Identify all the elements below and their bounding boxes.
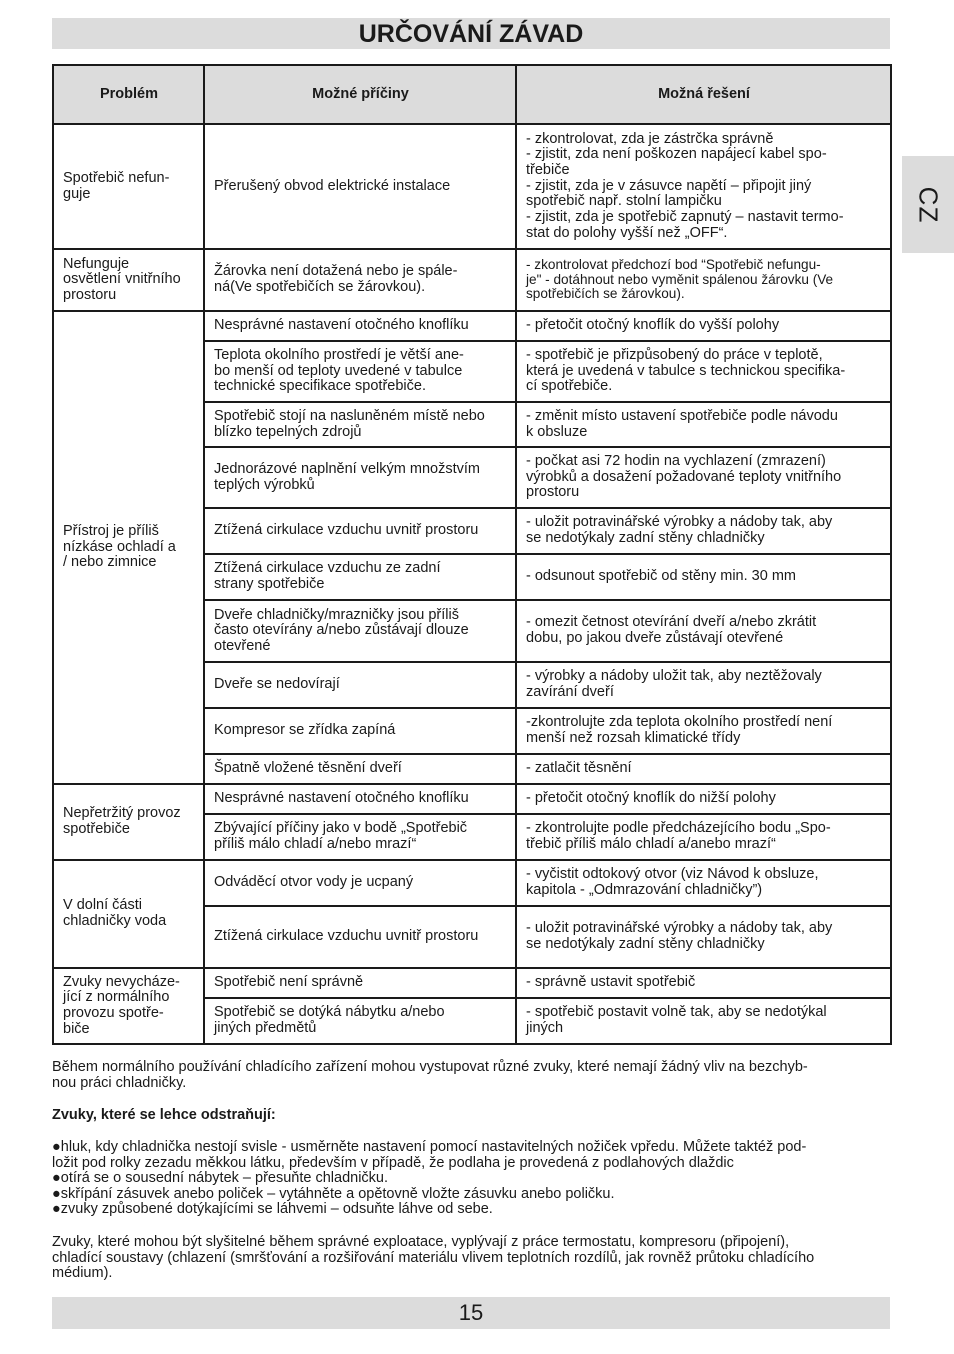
cause-cell: Spotřebič stojí na nasluněném místě nebo blízko tepelných zdrojů	[204, 402, 516, 447]
solution-cell: - správně ustavit spotřebič	[516, 968, 891, 998]
problem-cell: Nepřetržitý provoz spotřebiče	[53, 784, 204, 860]
cause-cell: Jednorázové naplnění velkým množstvím teplých výrobků	[204, 447, 516, 508]
cause-cell: Odváděcí otvor vody je ucpaný	[204, 860, 516, 906]
solution-cell: - spotřebič je přizpůsobený do práce v teplotě, která je uvedená v tabulce s technickou specifika- cí spotřebiče.	[516, 341, 891, 402]
solution-cell: - změnit místo ustavení spotřebiče podle návodu k obsluze	[516, 402, 891, 447]
solution-cell: - spotřebič postavit volně tak, aby se nedotýkal jiných	[516, 998, 891, 1044]
language-tab	[902, 156, 954, 253]
cause-cell: Přerušený obvod elektrické instalace	[204, 124, 516, 249]
solution-cell: - zatlačit těsnění	[516, 754, 891, 784]
bullet-items: ●hluk, kdy chladnička nestojí svisle - usměrněte nastavení pomocí nastavitelných nožiček vpředu. Můžete taktéž pod- ložit pod rolky zezadu měkkou látku, především v případě, že podlaha je provedená z podlahových dlaždic ●otírá se o sousední nábytek – přesuňte chladničku. ●skřípání zásuvek anebo poliček – vytáhněte a opětovně vložte zásuvku anebo poličku. ●zvuky způsobené dotýkajícími se láhvemi – odsuňte láhve od sebe.	[52, 1139, 807, 1218]
solution-cell: - vyčistit odtokový otvor (viz Návod k obsluze, kapitola - „Odmrazování chladničky”)	[516, 860, 891, 906]
section-heading: Zvuky, které se lehce odstraňují:	[52, 1107, 276, 1123]
solution-cell: - odsunout spotřebič od stěny min. 30 mm	[516, 554, 891, 600]
header-problem: Problém	[53, 65, 204, 124]
solution-cell: - počkat asi 72 hodin na vychlazení (zmrazení) výrobků a dosažení požadované teploty vnitřního prostoru	[516, 447, 891, 508]
problem-cell: Spotřebič nefun- guje	[53, 124, 204, 249]
closing-paragraph	[52, 1235, 892, 1282]
solution-cell: - výrobky a nádoby uložit tak, aby neztěžovaly zavírání dveří	[516, 662, 891, 708]
intro-text: Během normálního používání chladícího zařízení mohou vystupovat různé zvuky, které nemají žádný vliv na bezchyb- nou práci chladničky.	[52, 1059, 808, 1091]
problem-cell: Přístroj je příliš nízkáse ochladí a / nebo zimnice	[53, 311, 204, 784]
intro-paragraph	[52, 1060, 892, 1091]
cause-cell: Ztížená cirkulace vzduchu uvnitř prostoru	[204, 906, 516, 968]
page-number: 15	[52, 1297, 890, 1329]
cause-cell: Kompresor se zřídka zapíná	[204, 708, 516, 754]
language-tab-label: CZ	[913, 186, 944, 223]
header-solutions: Možná řešení	[516, 65, 891, 124]
solution-cell: - přetočit otočný knoflík do vyšší polohy	[516, 311, 891, 341]
cause-cell: Spotřebič se dotýká nábytku a/nebo jiných předmětů	[204, 998, 516, 1044]
section-heading-block	[52, 1108, 892, 1124]
solution-cell: - zkontrolovat předchozí bod “Spotřebič nefungu- je" - dotáhnout nebo vyměnit spálenou žárovku (Ve spotřebičích se žárovkou).	[516, 249, 891, 311]
cause-cell: Spotřebič není správně	[204, 968, 516, 998]
solution-cell: - přetočit otočný knoflík do nižší polohy	[516, 784, 891, 814]
cause-cell: Špatně vložené těsnění dveří	[204, 754, 516, 784]
solution-cell: - zkontrolujte podle předcházejícího bodu „Spo- třebič příliš málo chladí a/anebo mrazí“	[516, 814, 891, 860]
table-row	[53, 860, 891, 906]
closing-text: Zvuky, které mohou být slyšitelné během správné exploatace, vyplývají z práce termostatu, kompresoru (připojení), chladící soustavy (chlazení (smršťování a rozšiřování materiálu vlivem teplotních rozdílů, jak rovněž průtoku chladícího médium).	[52, 1234, 815, 1282]
cause-cell: Nesprávné nastavení otočného knoflíku	[204, 311, 516, 341]
cause-cell: Zbývající příčiny jako v bodě „Spotřebič příliš málo chladí a/nebo mrazí“	[204, 814, 516, 860]
table-row	[53, 784, 891, 814]
table-row	[53, 124, 891, 249]
solution-cell: - uložit potravinářské výrobky a nádoby tak, aby se nedotýkaly zadní stěny chladničky	[516, 906, 891, 968]
solution-cell: -zkontrolujte zda teplota okolního prostředí není menší než rozsah klimatické třídy	[516, 708, 891, 754]
troubleshooting-table	[52, 64, 892, 1045]
cause-cell: Teplota okolního prostředí je větší ane- bo menší od teploty uvedené v tabulce technické specifikace spotřebiče.	[204, 341, 516, 402]
cause-cell: Dveře chladničky/mrazničky jsou příliš často otevírány a/nebo zůstávají dlouze otevřené	[204, 600, 516, 662]
bullet-list	[52, 1140, 892, 1218]
table-row	[53, 311, 891, 341]
header-causes: Možné příčiny	[204, 65, 516, 124]
cause-cell: Ztížená cirkulace vzduchu uvnitř prostoru	[204, 508, 516, 554]
problem-cell: Zvuky nevycháze- jící z normálního provozu spotře- biče	[53, 968, 204, 1044]
solution-cell: - zkontrolovat, zda je zástrčka správně - zjistit, zda není poškozen napájecí kabel spo- třebiče - zjistit, zda je v zásuvce napětí – připojit jiný spotřebič např. stolní lampičku - zjistit, zda je spotřebič zapnutý – nastavit termo- stat do polohy vyšší než „OFF“.	[516, 124, 891, 249]
problem-cell: V dolní části chladničky voda	[53, 860, 204, 968]
cause-cell: Nesprávné nastavení otočného knoflíku	[204, 784, 516, 814]
table-header-row	[53, 65, 891, 124]
cause-cell: Ztížená cirkulace vzduchu ze zadní strany spotřebiče	[204, 554, 516, 600]
solution-cell: - omezit četnost otevírání dveří a/nebo zkrátit dobu, po jakou dveře zůstávají otevřené	[516, 600, 891, 662]
cause-cell: Žárovka není dotažená nebo je spále- ná(Ve spotřebičích se žárovkou).	[204, 249, 516, 311]
problem-cell: Nefunguje osvětlení vnitřního prostoru	[53, 249, 204, 311]
solution-cell: - uložit potravinářské výrobky a nádoby tak, aby se nedotýkaly zadní stěny chladničky	[516, 508, 891, 554]
table-row	[53, 968, 891, 998]
cause-cell: Dveře se nedovírají	[204, 662, 516, 708]
page-title: URČOVÁNÍ ZÁVAD	[52, 18, 890, 49]
table-row	[53, 249, 891, 311]
